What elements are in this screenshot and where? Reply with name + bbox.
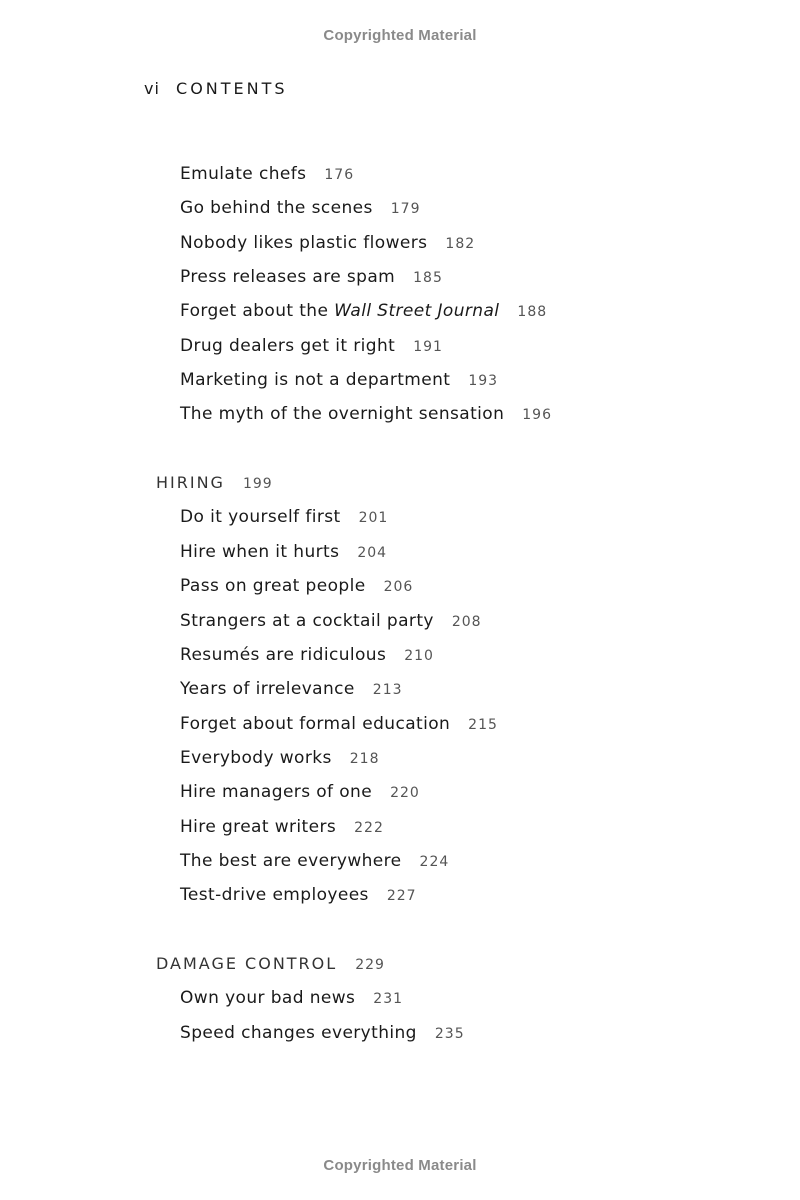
toc-entry-page: 188: [517, 304, 548, 320]
copyright-watermark-top: Copyrighted Material: [323, 27, 477, 44]
toc-entry[interactable]: [180, 611, 482, 632]
toc-entry-title: Marketing is not a department: [180, 370, 451, 390]
toc-entry[interactable]: [180, 336, 443, 357]
toc-entry-title: Go behind the scenes: [180, 198, 373, 218]
toc-entry-page: 204: [357, 545, 388, 561]
toc-entry[interactable]: [180, 301, 547, 322]
toc-entry-page: 182: [445, 236, 476, 252]
toc-entry-title: Press releases are spam: [180, 267, 396, 287]
toc-section-title: DAMAGE CONTROL: [156, 954, 338, 973]
toc-entry[interactable]: [180, 885, 417, 906]
toc-entry[interactable]: [180, 851, 449, 872]
toc-section-page: 199: [242, 476, 273, 492]
running-head: [144, 79, 288, 98]
toc-entry-page: 235: [434, 1026, 465, 1042]
toc-entry-page: 179: [390, 201, 421, 217]
toc-entry-page: 185: [413, 270, 443, 286]
toc-entry[interactable]: [180, 164, 354, 185]
toc-entry-title: Hire managers of one: [180, 782, 373, 802]
toc-entry[interactable]: [180, 404, 552, 425]
toc-entry-title: Emulate chefs: [180, 164, 307, 184]
toc-entry[interactable]: [180, 198, 421, 219]
toc-entry[interactable]: [180, 507, 388, 528]
toc-entry[interactable]: [180, 267, 443, 288]
toc-section-hiring[interactable]: [156, 473, 273, 494]
toc-entry-title: Speed changes everything: [180, 1023, 417, 1043]
toc-entry-page: 218: [349, 751, 380, 767]
toc-entry-title: Strangers at a cocktail party: [180, 611, 434, 631]
toc-entry[interactable]: [180, 576, 413, 597]
toc-entry-title: Resumés are ridiculous: [180, 645, 387, 665]
toc-entry-title: Forget about the: [180, 301, 335, 321]
running-head-title: CONTENTS: [176, 79, 288, 98]
toc-entry-title: Drug dealers get it right: [180, 336, 396, 356]
toc-entry-title-italic: Wall Street Journal: [334, 301, 500, 321]
toc-section-page: 229: [355, 957, 385, 973]
toc-entry-page: 224: [419, 854, 450, 870]
toc-entry-page: 215: [468, 717, 498, 733]
toc-entry-page: 206: [383, 579, 414, 595]
toc-entry-page: 231: [373, 991, 404, 1007]
page-folio: vi: [144, 79, 160, 98]
toc-entry-title: Forget about formal education: [180, 714, 451, 734]
toc-entry-title: The best are everywhere: [180, 851, 402, 871]
toc-entry[interactable]: [180, 817, 384, 838]
toc-entry-title: Pass on great people: [180, 576, 366, 596]
toc-entry[interactable]: [180, 988, 403, 1009]
toc-entry-page: 210: [404, 648, 434, 664]
toc-entry-title: Own your bad news: [180, 988, 356, 1008]
toc-entry[interactable]: [180, 679, 403, 700]
toc-entry-title: Do it yourself first: [180, 507, 341, 527]
toc-entry-page: 201: [358, 510, 389, 526]
toc-entry[interactable]: [180, 542, 387, 563]
toc-entry[interactable]: [180, 233, 475, 254]
toc-entry-page: 191: [413, 339, 443, 355]
toc-entry-page: 222: [354, 820, 384, 836]
toc-entry[interactable]: [180, 370, 498, 391]
toc-section-title: HIRING: [156, 473, 225, 492]
toc-section-damage-control[interactable]: [156, 954, 385, 975]
toc-entry[interactable]: [180, 645, 434, 666]
toc-entry-title: The myth of the overnight sensation: [180, 404, 505, 424]
toc-entry-title: Hire great writers: [180, 817, 337, 837]
toc-entry[interactable]: [180, 782, 420, 803]
toc-entry-page: 227: [386, 888, 417, 904]
toc-entry[interactable]: [180, 714, 498, 735]
toc-entry[interactable]: [180, 748, 380, 769]
toc-entry[interactable]: [180, 1023, 465, 1044]
toc-entry-title: Years of irrelevance: [180, 679, 355, 699]
toc-entry-page: 176: [324, 167, 355, 183]
toc-entry-title: Everybody works: [180, 748, 332, 768]
toc-entry-title: Test-drive employees: [180, 885, 369, 905]
toc-entry-page: 196: [522, 407, 552, 423]
toc-entry-page: 208: [451, 614, 482, 630]
toc-entry-page: 220: [390, 785, 420, 801]
copyright-watermark-bottom: Copyrighted Material: [323, 1157, 477, 1174]
toc-entry-page: 193: [468, 373, 499, 389]
toc-entry-title: Hire when it hurts: [180, 542, 340, 562]
toc-entry-page: 213: [372, 682, 403, 698]
toc-entry-title: Nobody likes plastic flowers: [180, 233, 428, 253]
